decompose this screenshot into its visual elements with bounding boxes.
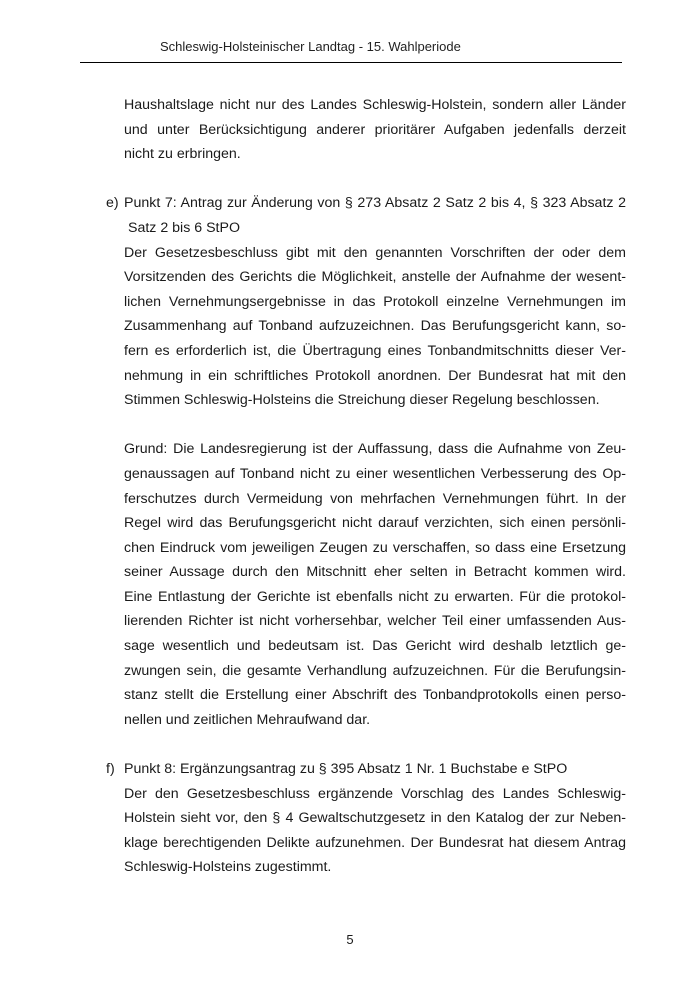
text-line: genaussagen auf Tonband nicht zu einer wesentlichen Verbesserung des Op- [124,465,626,482]
document-body [106,93,626,880]
text-line: Punkt 8: Ergänzungsantrag zu § 395 Absatz 1 Nr. 1 Buchstabe e StPO [124,761,568,778]
item-body [106,782,626,880]
text-line: Grund: Die Landesregierung ist der Auffassung, dass die Aufnahme von Zeu- [124,441,626,458]
text-line: sage wesentlich und bedeutsam ist. Das Gericht wird deshalb letztlich ge- [124,638,626,655]
text-line: seiner Aussage durch den Mitschnitt eher selten in Betracht kommen wird. [124,564,626,581]
text-line: zwungen sein, die gesamte Verhandlung aufzuzeichnen. Für die Berufungsin- [124,662,626,679]
item-body [106,241,626,413]
text-line: klage berechtigenden Delikte aufzunehmen. Der Bundesrat hat diesem Antrag [124,834,626,851]
text-line: stanz stellt die Erstellung einer Abschrift des Tonbandprotokolls einen perso- [124,687,626,704]
item-reason [106,437,626,732]
list-item-f [106,757,626,880]
text-line: Satz 2 bis 6 StPO [128,219,240,236]
text-line: Regel wird das Berufungsgericht nicht darauf verzichten, sich einen persönli- [124,515,626,532]
text-line: Eine Entlastung der Gerichte ist ebenfalls nicht zu erwarten. Für die protokol- [124,588,626,605]
list-marker: f) [106,761,115,778]
intro-paragraph [106,93,626,167]
text-line: nicht zu erbringen. [124,146,241,163]
page-number: 5 [346,932,354,947]
text-line: Der Gesetzesbeschluss gibt mit den genannten Vorschriften der oder dem [124,244,626,261]
text-line: Zusammenhang auf Tonband aufzuzeichnen. Das Berufungsgericht kann, so- [124,318,626,335]
text-line: ferschutzes durch Vermeidung von mehrfachen Vernehmungen führt. In der [124,490,626,507]
text-line: Holstein sieht vor, den § 4 Gewaltschutzgesetz in den Katalog der zur Neben- [124,810,626,827]
text-line: Der den Gesetzesbeschluss ergänzende Vorschlag des Landes Schleswig- [124,785,626,802]
item-heading [106,191,626,240]
text-line: Vorsitzenden des Gerichts die Möglichkeit, anstelle der Aufnahme der wesent- [124,269,626,286]
text-line: nellen und zeitlichen Mehraufwand dar. [124,711,371,728]
text-line: lierenden Richter ist nicht vorhersehbar, welcher Teil einer umfassenden Aus- [124,613,626,630]
list-marker: e) [106,195,119,212]
text-line: und unter Berücksichtigung anderer prioritärer Aufgaben jedenfalls derzeit [124,121,626,138]
text-line: fern es erforderlich ist, die Übertragung eines Tonbandmitschnitts dieser Ver- [124,342,626,359]
text-line: lichen Vernehmungsergebnisse in das Protokoll einzelne Vernehmungen im [124,293,626,310]
header-title: Schleswig-Holsteinischer Landtag - 15. Wahlperiode [160,39,461,54]
list-item-e [106,191,626,732]
text-line: chen Eindruck vom jeweiligen Zeugen zu verschaffen, so dass eine Ersetzung [124,539,626,556]
header-rule [80,62,622,63]
text-line: Schleswig-Holsteins zugestimmt. [124,859,332,876]
text-line: Punkt 7: Antrag zur Änderung von § 273 Absatz 2 Satz 2 bis 4, § 323 Absatz 2 [124,195,626,212]
text-line: Stimmen Schleswig-Holsteins die Streichung dieser Regelung beschlossen. [124,392,600,409]
text-line: Haushaltslage nicht nur des Landes Schleswig-Holstein, sondern aller Länder [124,97,626,113]
text-line: nehmung in ein schriftliches Protokoll anordnen. Der Bundesrat hat mit den [124,367,626,384]
page-header [80,38,622,63]
item-heading [106,757,626,782]
